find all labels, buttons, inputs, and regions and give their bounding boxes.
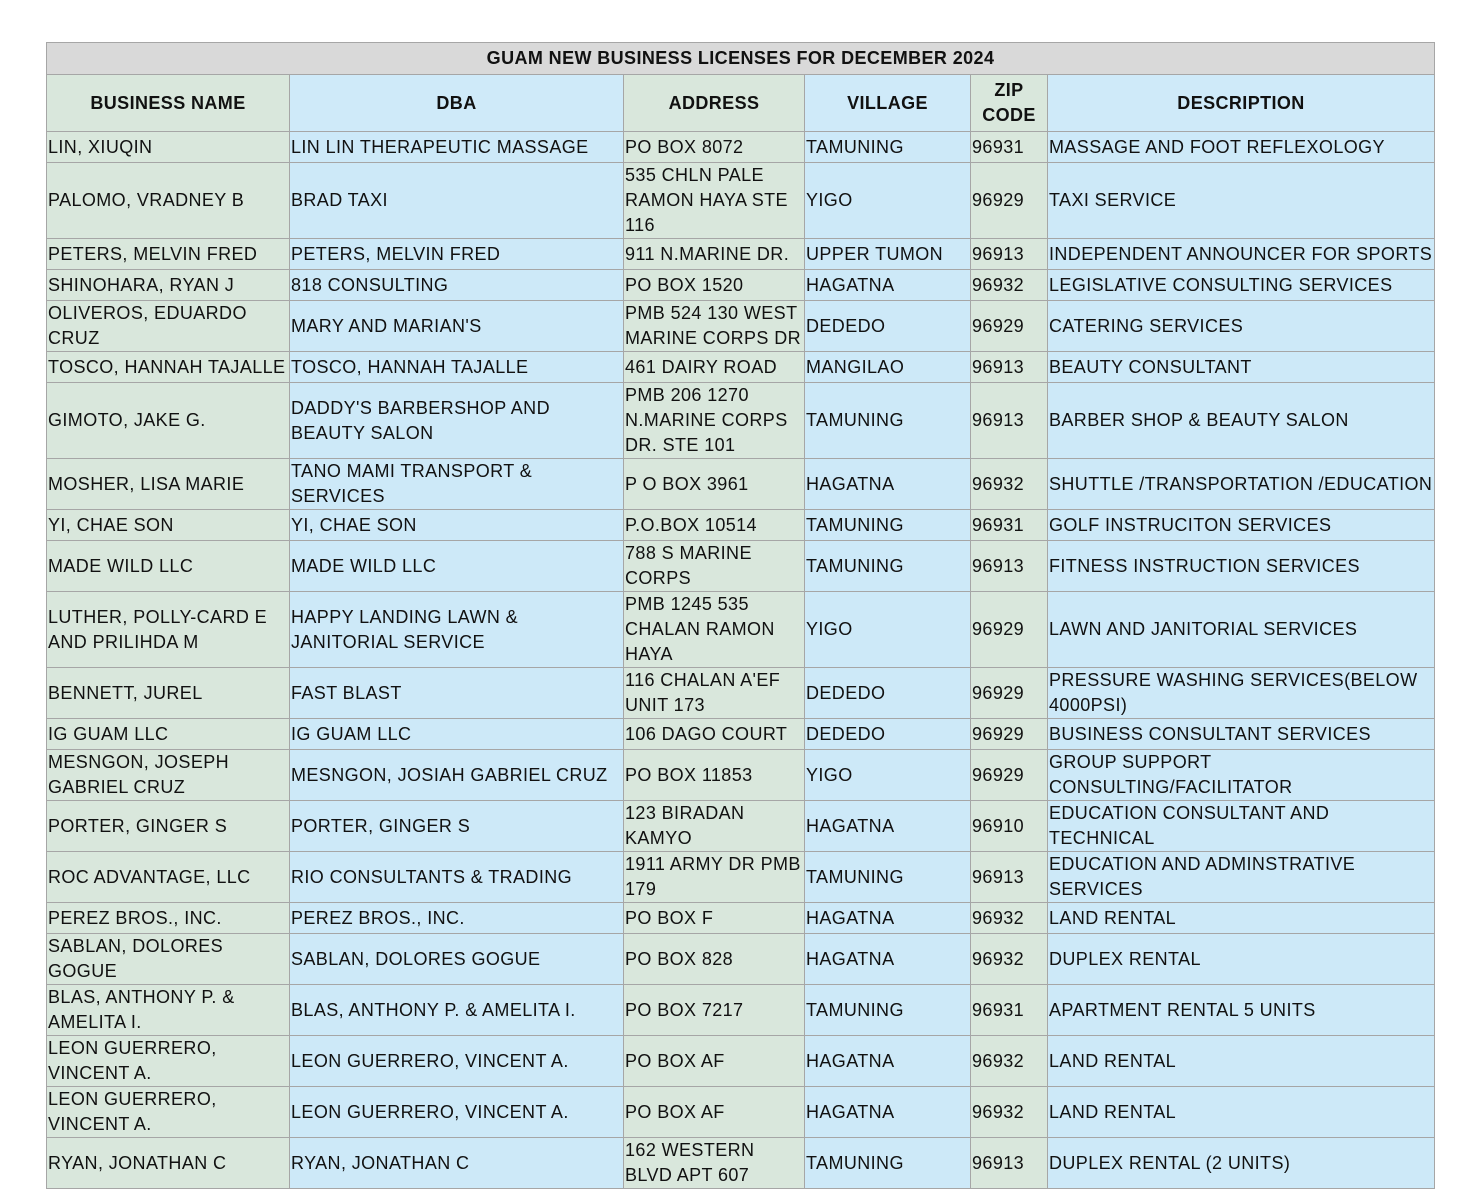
cell-village: TAMUNING — [805, 132, 971, 163]
cell-dba: PEREZ BROS., INC. — [290, 903, 624, 934]
cell-business-name: SABLAN, DOLORES GOGUE — [47, 934, 290, 985]
cell-zip: 96929 — [971, 750, 1048, 801]
cell-village: MANGILAO — [805, 352, 971, 383]
cell-description: FITNESS INSTRUCTION SERVICES — [1048, 541, 1435, 592]
cell-dba: BRAD TAXI — [290, 163, 624, 239]
table-row — [47, 1036, 1435, 1087]
cell-village: TAMUNING — [805, 985, 971, 1036]
cell-village: YIGO — [805, 163, 971, 239]
cell-address: PO BOX 1520 — [624, 270, 805, 301]
cell-dba: MARY AND MARIAN'S — [290, 301, 624, 352]
cell-dba: DADDY'S BARBERSHOP AND BEAUTY SALON — [290, 383, 624, 459]
cell-zip: 96931 — [971, 985, 1048, 1036]
header-row — [47, 75, 1435, 132]
cell-zip: 96931 — [971, 510, 1048, 541]
header-business-name: BUSINESS NAME — [47, 75, 290, 132]
table-row — [47, 719, 1435, 750]
cell-business-name: LEON GUERRERO, VINCENT A. — [47, 1087, 290, 1138]
cell-dba: SABLAN, DOLORES GOGUE — [290, 934, 624, 985]
cell-business-name: PETERS, MELVIN FRED — [47, 239, 290, 270]
cell-zip: 96910 — [971, 801, 1048, 852]
cell-dba: LEON GUERRERO, VINCENT A. — [290, 1036, 624, 1087]
cell-description: BUSINESS CONSULTANT SERVICES — [1048, 719, 1435, 750]
cell-description: LAWN AND JANITORIAL SERVICES — [1048, 592, 1435, 668]
table-row — [47, 852, 1435, 903]
cell-business-name: PALOMO, VRADNEY B — [47, 163, 290, 239]
table-row — [47, 592, 1435, 668]
cell-village: HAGATNA — [805, 270, 971, 301]
table-row — [47, 985, 1435, 1036]
cell-village: DEDEDO — [805, 668, 971, 719]
cell-zip: 96932 — [971, 270, 1048, 301]
cell-description: LEGISLATIVE CONSULTING SERVICES — [1048, 270, 1435, 301]
cell-village: HAGATNA — [805, 459, 971, 510]
table-row — [47, 301, 1435, 352]
cell-description: GROUP SUPPORT CONSULTING/FACILITATOR — [1048, 750, 1435, 801]
cell-description: BARBER SHOP & BEAUTY SALON — [1048, 383, 1435, 459]
cell-dba: LEON GUERRERO, VINCENT A. — [290, 1087, 624, 1138]
table-row — [47, 801, 1435, 852]
cell-description: GOLF INSTRUCITON SERVICES — [1048, 510, 1435, 541]
cell-village: TAMUNING — [805, 510, 971, 541]
cell-dba: YI, CHAE SON — [290, 510, 624, 541]
cell-dba: TANO MAMI TRANSPORT & SERVICES — [290, 459, 624, 510]
cell-village: YIGO — [805, 592, 971, 668]
cell-business-name: MADE WILD LLC — [47, 541, 290, 592]
cell-zip: 96913 — [971, 541, 1048, 592]
cell-zip: 96932 — [971, 903, 1048, 934]
table-row — [47, 270, 1435, 301]
cell-address: PO BOX 7217 — [624, 985, 805, 1036]
cell-business-name: LUTHER, POLLY-CARD E AND PRILIHDA M — [47, 592, 290, 668]
table-row — [47, 1138, 1435, 1189]
cell-business-name: LIN, XIUQIN — [47, 132, 290, 163]
cell-zip: 96913 — [971, 352, 1048, 383]
table-row — [47, 668, 1435, 719]
table-row — [47, 132, 1435, 163]
cell-zip: 96913 — [971, 1138, 1048, 1189]
cell-dba: RIO CONSULTANTS & TRADING — [290, 852, 624, 903]
cell-zip: 96929 — [971, 301, 1048, 352]
cell-village: DEDEDO — [805, 719, 971, 750]
cell-village: HAGATNA — [805, 934, 971, 985]
business-licenses-table — [46, 42, 1435, 1189]
header-zip-code: ZIP CODE — [971, 75, 1048, 132]
cell-address: PO BOX AF — [624, 1087, 805, 1138]
cell-address: 123 BIRADAN KAMYO — [624, 801, 805, 852]
cell-dba: PORTER, GINGER S — [290, 801, 624, 852]
cell-village: HAGATNA — [805, 903, 971, 934]
header-dba: DBA — [290, 75, 624, 132]
cell-description: DUPLEX RENTAL (2 UNITS) — [1048, 1138, 1435, 1189]
cell-zip: 96932 — [971, 1087, 1048, 1138]
table-row — [47, 459, 1435, 510]
cell-zip: 96913 — [971, 383, 1048, 459]
cell-address: 911 N.MARINE DR. — [624, 239, 805, 270]
cell-zip: 96932 — [971, 1036, 1048, 1087]
cell-zip: 96929 — [971, 592, 1048, 668]
cell-description: LAND RENTAL — [1048, 1087, 1435, 1138]
table-row — [47, 239, 1435, 270]
cell-village: UPPER TUMON — [805, 239, 971, 270]
table-row — [47, 903, 1435, 934]
cell-business-name: LEON GUERRERO, VINCENT A. — [47, 1036, 290, 1087]
cell-dba: IG GUAM LLC — [290, 719, 624, 750]
cell-address: P.O.BOX 10514 — [624, 510, 805, 541]
cell-zip: 96929 — [971, 719, 1048, 750]
cell-zip: 96932 — [971, 934, 1048, 985]
cell-business-name: PEREZ BROS., INC. — [47, 903, 290, 934]
cell-address: 535 CHLN PALE RAMON HAYA STE 116 — [624, 163, 805, 239]
cell-village: TAMUNING — [805, 852, 971, 903]
cell-address: PO BOX 8072 — [624, 132, 805, 163]
cell-zip: 96929 — [971, 668, 1048, 719]
cell-description: LAND RENTAL — [1048, 1036, 1435, 1087]
cell-address: PO BOX 11853 — [624, 750, 805, 801]
cell-address: PO BOX 828 — [624, 934, 805, 985]
cell-village: HAGATNA — [805, 1087, 971, 1138]
cell-description: EDUCATION CONSULTANT AND TECHNICAL — [1048, 801, 1435, 852]
cell-dba: MADE WILD LLC — [290, 541, 624, 592]
cell-village: DEDEDO — [805, 301, 971, 352]
cell-address: 106 DAGO COURT — [624, 719, 805, 750]
table-row — [47, 163, 1435, 239]
cell-business-name: PORTER, GINGER S — [47, 801, 290, 852]
cell-dba: PETERS, MELVIN FRED — [290, 239, 624, 270]
cell-description: CATERING SERVICES — [1048, 301, 1435, 352]
cell-village: YIGO — [805, 750, 971, 801]
cell-zip: 96913 — [971, 852, 1048, 903]
table-row — [47, 383, 1435, 459]
cell-village: TAMUNING — [805, 1138, 971, 1189]
cell-business-name: MOSHER, LISA MARIE — [47, 459, 290, 510]
cell-village: HAGATNA — [805, 801, 971, 852]
cell-address: 1911 ARMY DR PMB 179 — [624, 852, 805, 903]
cell-description: TAXI SERVICE — [1048, 163, 1435, 239]
cell-dba: HAPPY LANDING LAWN & JANITORIAL SERVICE — [290, 592, 624, 668]
cell-address: PMB 1245 535 CHALAN RAMON HAYA — [624, 592, 805, 668]
table-row — [47, 1087, 1435, 1138]
cell-village: TAMUNING — [805, 541, 971, 592]
cell-zip: 96931 — [971, 132, 1048, 163]
header-address: ADDRESS — [624, 75, 805, 132]
cell-business-name: IG GUAM LLC — [47, 719, 290, 750]
cell-dba: MESNGON, JOSIAH GABRIEL CRUZ — [290, 750, 624, 801]
cell-village: HAGATNA — [805, 1036, 971, 1087]
cell-dba: 818 CONSULTING — [290, 270, 624, 301]
cell-business-name: BENNETT, JUREL — [47, 668, 290, 719]
cell-business-name: ROC ADVANTAGE, LLC — [47, 852, 290, 903]
table-row — [47, 510, 1435, 541]
cell-business-name: GIMOTO, JAKE G. — [47, 383, 290, 459]
header-village: VILLAGE — [805, 75, 971, 132]
cell-address: PO BOX F — [624, 903, 805, 934]
cell-business-name: MESNGON, JOSEPH GABRIEL CRUZ — [47, 750, 290, 801]
cell-dba: FAST BLAST — [290, 668, 624, 719]
cell-address: 788 S MARINE CORPS — [624, 541, 805, 592]
cell-address: PMB 206 1270 N.MARINE CORPS DR. STE 101 — [624, 383, 805, 459]
cell-address: 116 CHALAN A'EF UNIT 173 — [624, 668, 805, 719]
cell-dba: LIN LIN THERAPEUTIC MASSAGE — [290, 132, 624, 163]
cell-description: MASSAGE AND FOOT REFLEXOLOGY — [1048, 132, 1435, 163]
cell-description: BEAUTY CONSULTANT — [1048, 352, 1435, 383]
cell-business-name: SHINOHARA, RYAN J — [47, 270, 290, 301]
cell-business-name: BLAS, ANTHONY P. & AMELITA I. — [47, 985, 290, 1036]
cell-description: EDUCATION AND ADMINSTRATIVE SERVICES — [1048, 852, 1435, 903]
cell-description: DUPLEX RENTAL — [1048, 934, 1435, 985]
cell-business-name: YI, CHAE SON — [47, 510, 290, 541]
table-row — [47, 750, 1435, 801]
cell-address: 162 WESTERN BLVD APT 607 — [624, 1138, 805, 1189]
cell-description: PRESSURE WASHING SERVICES(BELOW 4000PSI) — [1048, 668, 1435, 719]
cell-description: SHUTTLE /TRANSPORTATION /EDUCATION — [1048, 459, 1435, 510]
table-row — [47, 934, 1435, 985]
cell-address: PO BOX AF — [624, 1036, 805, 1087]
cell-dba: BLAS, ANTHONY P. & AMELITA I. — [290, 985, 624, 1036]
cell-business-name: RYAN, JONATHAN C — [47, 1138, 290, 1189]
cell-business-name: TOSCO, HANNAH TAJALLE — [47, 352, 290, 383]
cell-dba: RYAN, JONATHAN C — [290, 1138, 624, 1189]
cell-address: PMB 524 130 WEST MARINE CORPS DR — [624, 301, 805, 352]
cell-address: 461 DAIRY ROAD — [624, 352, 805, 383]
cell-zip: 96929 — [971, 163, 1048, 239]
cell-zip: 96913 — [971, 239, 1048, 270]
cell-dba: TOSCO, HANNAH TAJALLE — [290, 352, 624, 383]
header-description: DESCRIPTION — [1048, 75, 1435, 132]
cell-description: APARTMENT RENTAL 5 UNITS — [1048, 985, 1435, 1036]
cell-description: INDEPENDENT ANNOUNCER FOR SPORTS — [1048, 239, 1435, 270]
table-row — [47, 541, 1435, 592]
cell-business-name: OLIVEROS, EDUARDO CRUZ — [47, 301, 290, 352]
sheet-title: GUAM NEW BUSINESS LICENSES FOR DECEMBER 2024 — [47, 43, 1435, 75]
cell-address: P O BOX 3961 — [624, 459, 805, 510]
cell-description: LAND RENTAL — [1048, 903, 1435, 934]
table-row — [47, 352, 1435, 383]
cell-village: TAMUNING — [805, 383, 971, 459]
cell-zip: 96932 — [971, 459, 1048, 510]
